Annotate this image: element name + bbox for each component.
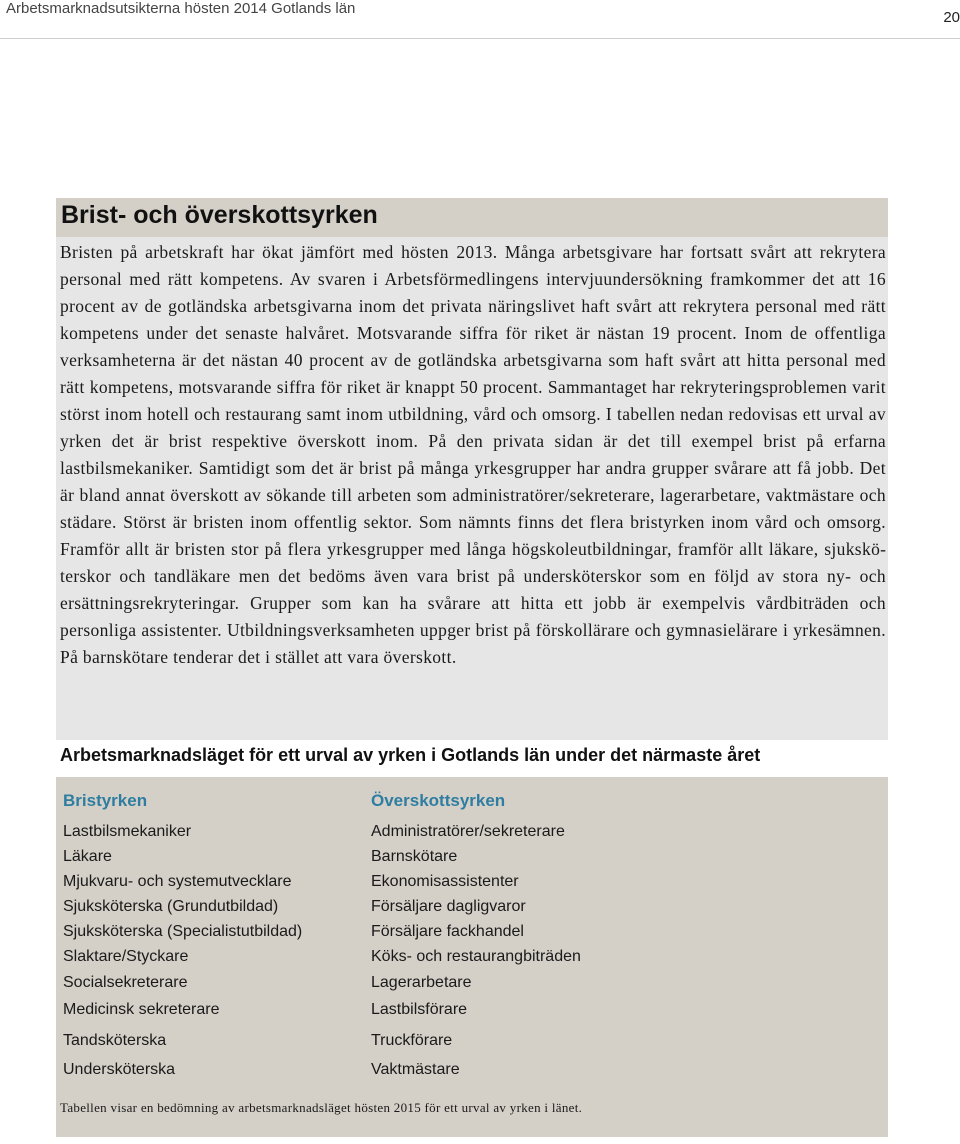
- document-title: Arbetsmarknadsutsikterna hösten 2014 Gotlands län: [6, 0, 356, 17]
- section-heading-box: [56, 198, 888, 237]
- shortage-item: Mjukvaru- och systemutvecklare: [63, 873, 292, 890]
- table-heading-box: [56, 740, 888, 777]
- surplus-item: Köks- och restaurangbiträden: [371, 948, 581, 965]
- surplus-item: Barnskötare: [371, 848, 458, 865]
- shortage-item: Tandsköterska: [63, 1032, 167, 1049]
- page-header: [0, 0, 960, 39]
- surplus-item: Försäljare dagligvaror: [371, 898, 526, 915]
- table-heading: Arbetsmarknadsläget för ett urval av yrken i Gotlands län under det närmaste året: [60, 745, 761, 765]
- surplus-item: Administratörer/sekreterare: [371, 823, 565, 840]
- shortage-item: Undersköterska: [63, 1061, 176, 1078]
- body-text-box: [56, 237, 888, 740]
- shortage-item: Läkare: [63, 848, 112, 865]
- occupation-table: [56, 777, 888, 1137]
- table-footnote: Tabellen visar en bedömning av arbetsmarknadsläget hösten 2015 för ett urval av yrken i länet.: [60, 1100, 583, 1115]
- surplus-item: Vaktmästare: [371, 1061, 460, 1078]
- shortage-item: Sjuksköterska (Specialistutbildad): [63, 923, 303, 940]
- shortage-item: Slaktare/Styckare: [63, 948, 189, 965]
- shortage-item: Lastbilsmekaniker: [63, 823, 192, 840]
- surplus-item: Försäljare fackhandel: [371, 923, 524, 940]
- section-heading: Brist- och överskottsyrken: [61, 201, 378, 229]
- shortage-column-heading: Bristyrken: [63, 791, 148, 810]
- body-paragraph: Bristen på arbetskraft har ökat jämfört med hösten 2013. Många arbetsgivare har fortsatt svårt att rekrytera personal med rätt kompetens. Av svaren i Arbetsförmedlingens intervjuundersökning framkommer det att 16 procent av de gotländska arbetsgivarna inom det privata näringslivet haft svårt att rekrytera personal med rätt kompetens under det senaste halvåret. Motsvarande siffra för riket är nästan 19 procent. Inom de offentliga verksamheterna är det nästan 40 procent av de gotländska arbetsgivarna som haft svårt att hitta personal med rätt kompetens, motsvarande siffra för riket är knappt 50 procent. Sammantaget har rekryteringsproblemen varit störst inom hotell och restaurang samt inom utbildning, vård och omsorg. I tabellen nedan redovisas ett urval av yrken det är brist respektive överskott inom. På den privata sidan är det till exempel brist på erfarna lastbilsmekaniker. Samtidigt som det är brist på många yrkesgrupper har andra grupper svårare att få jobb. Det är bland annat överskott av sökande till arbeten som administratörer/sekreterare, lagerarbetare, vaktmästare och städare. Störst är bristen inom offentlig sektor. Som nämnts finns det flera bristyrken inom vård och omsorg. Framför allt är bristen stor på flera yrkesgrupper med långa högskoleutbildningar, framför allt läkare, sjuksköterskor och tandläkare men det bedöms även vara brist på undersköterskor som en följd av stora ny- och ersättningsrekryteringar. Grupper som kan ha svårare att hitta ett jobb är exempelvis vårdbiträden och personliga assistenter. Utbildningsverksamheten uppger brist på förskollärare och gymnasielärare i yrkesämnen. På barnskötare tenderar det i stället att vara överskott.: [60, 242, 886, 667]
- surplus-item: Lastbilsförare: [371, 1001, 468, 1018]
- surplus-column-heading: Överskottsyrken: [371, 791, 506, 810]
- shortage-item: Socialsekreterare: [63, 974, 188, 991]
- page-number: 20: [943, 9, 960, 26]
- surplus-item: Lagerarbetare: [371, 974, 472, 991]
- surplus-item: Truckförare: [371, 1032, 453, 1049]
- surplus-item: Ekonomisassistenter: [371, 873, 519, 890]
- shortage-item: Sjuksköterska (Grundutbildad): [63, 898, 279, 915]
- shortage-item: Medicinsk sekreterare: [63, 1001, 220, 1018]
